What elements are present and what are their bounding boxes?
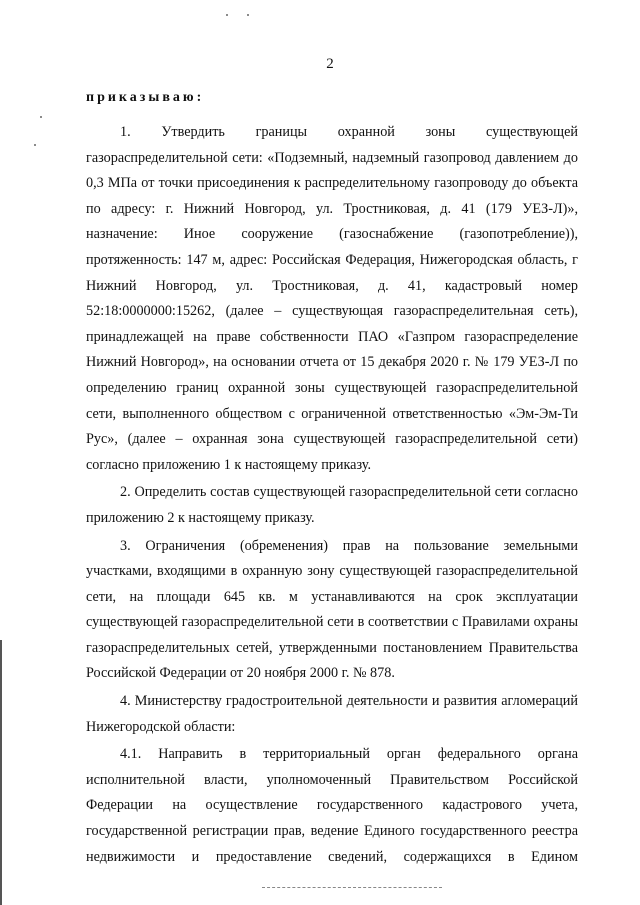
page-number: 2: [326, 56, 334, 72]
scan-edge-line: [0, 640, 2, 905]
order-heading: приказываю:: [86, 90, 205, 105]
scan-speck: [34, 144, 36, 146]
paragraph-4: 4. Министерству градостроительной деятельности и развития агломераций Нижегородской области:: [86, 693, 578, 735]
paragraph-3: 3. Ограничения (обременения) прав на пользование земельными участками, входящими в охранную зону существующей газораспределительной сети, на площади 645 кв. м устанавливаются на срок эксплуатации существующей газораспределительной сети в соответствии с Правилами охраны газораспределительных сетей, утвержденными постановлением Правительства Российской Федерации от 20 ноября 2000 г. № 878.: [86, 537, 578, 682]
scan-speck: [247, 14, 249, 16]
paragraph-2: 2. Определить состав существующей газораспределительной сети согласно приложению 2 к настоящему приказу.: [86, 484, 578, 526]
scan-speck: [40, 116, 42, 118]
scan-speck: [226, 14, 228, 16]
scan-footer-marks: [262, 887, 442, 891]
document-body: [86, 90, 578, 870]
paragraph-1: 1. Утвердить границы охранной зоны существующей газораспределительной сети: «Подземный, надземный газопровод давлением до 0,3 МПа от точки присоединения к распределительному газопроводу до объекта по адресу: г. Нижний Новгород, ул. Тростниковая, д. 41 (179 УЕЗ-Л)», назначение: Иное сооружение (газоснабжение (газопотребление)), протяженность: 147 м, адрес: Российская Федерация, Нижегородская область, г Нижний Новгород, ул. Тростниковая, д. 41, кадастровый номер 52:18:0000000:15262, (далее – существующая газораспределительная сеть), принадлежащей на праве собственности ПАО «Газпром газораспределение Нижний Новгород», на основании отчета от 15 декабря 2020 г. № 179 УЕЗ-Л по определению границ охранной зоны существующей газораспределительной сети, выполненного обществом с ограниченной ответственностью «Эм-Эм-Ти Рус», (далее – охранная зона существующей газораспределительной сети) согласно приложению 1 к настоящему приказу.: [86, 124, 578, 473]
paragraph-4-1: 4.1. Направить в территориальный орган федерального органа исполнительной власти, уполномоченный Правительством Российской Федерации на осуществление государственного кадастрового учета, государственной регистрации прав, ведение Единого государственного реестра недвижимости и предоставление сведений, содержащихся в Едином: [86, 746, 578, 865]
